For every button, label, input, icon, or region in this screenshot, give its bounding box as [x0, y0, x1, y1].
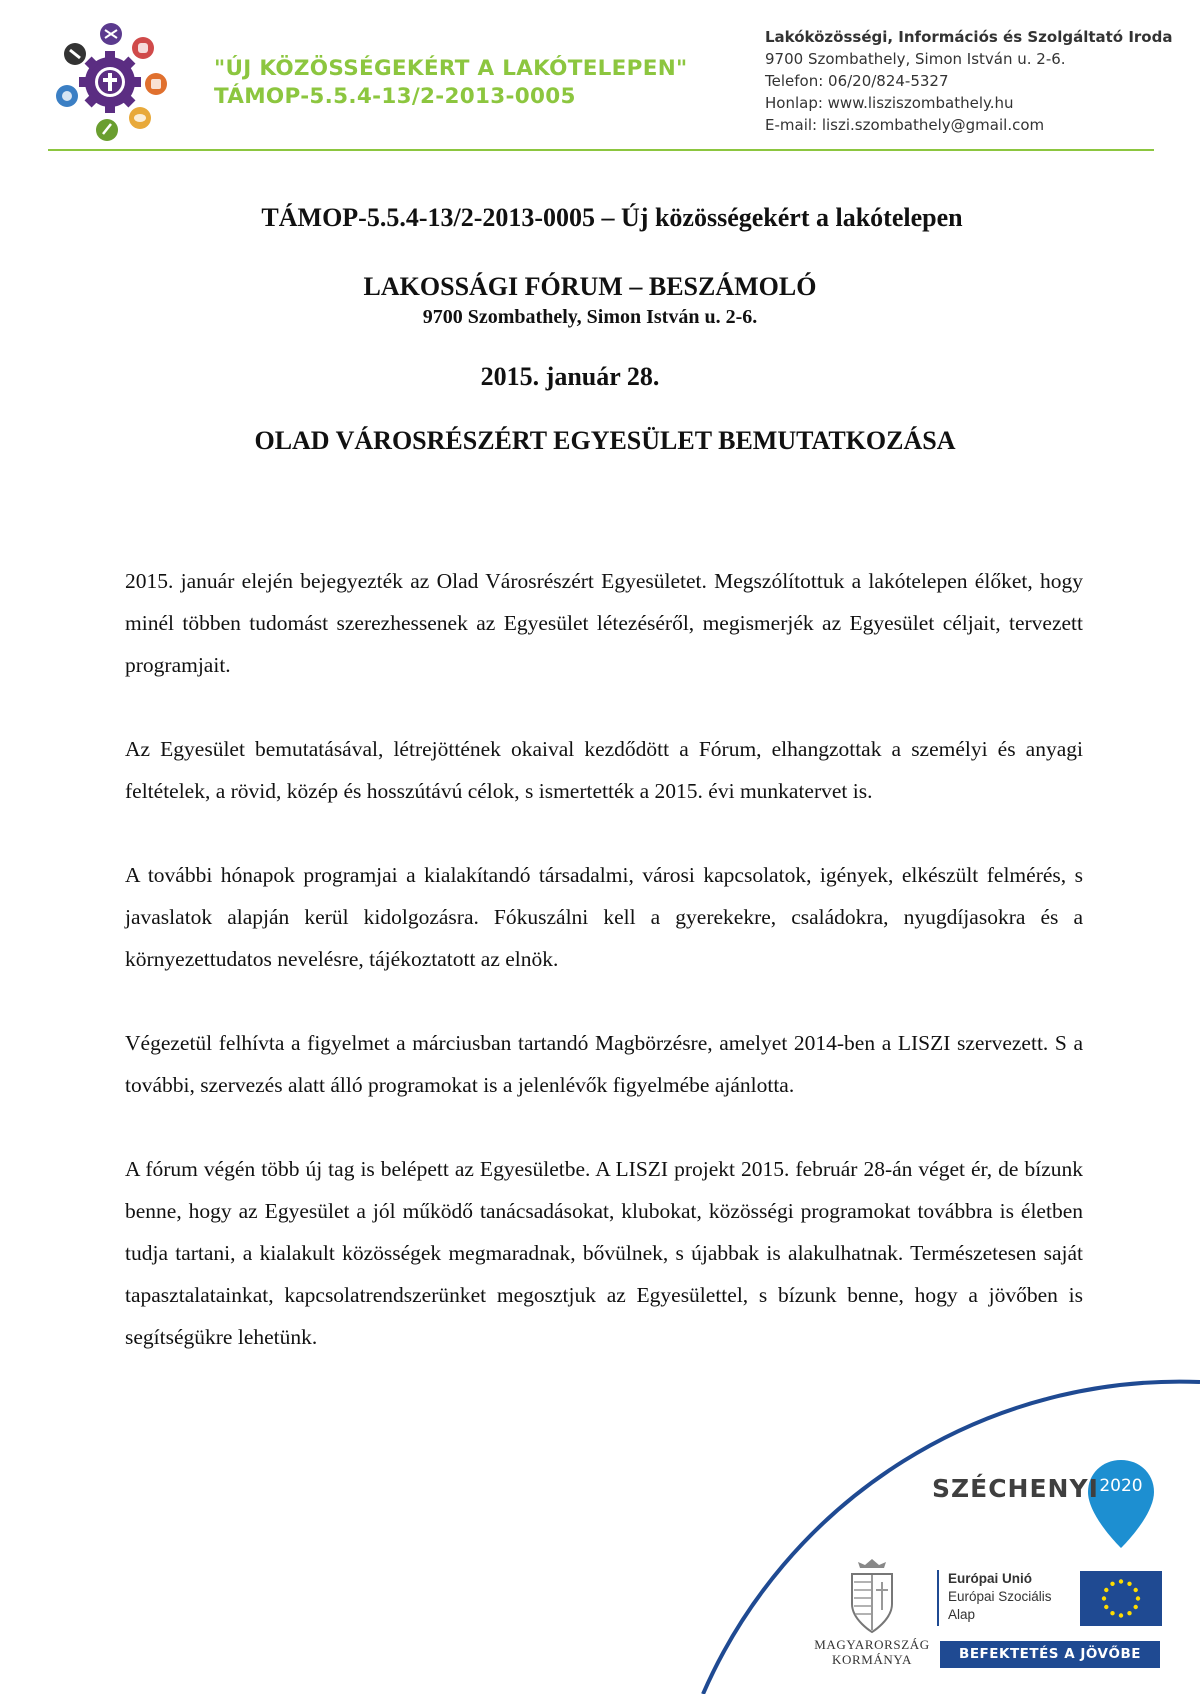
paragraph: A fórum végén több új tag is belépett az Egyesületbe. A LISZI projekt 2015. február 28-án véget ér, de bízunk benne, hogy az Egyesület a jól működő tanácsadásokat, klubokat, közösségi programokat továbbra is életben tudja tartani, a kialakult közösségek megmaradnak, bővülnek, s újabbak is alakulhatnak. Természetesen saját tapasztalatainkat, kapcsolatrendszerünket megosztjuk az Egyesülettel, s bízunk benne, hogy a jövőben is segítségükre lehetünk.: [125, 1157, 1083, 1349]
szechenyi-label: SZÉCHENYI: [932, 1474, 1099, 1503]
eu-star: [1119, 1613, 1123, 1617]
paragraph: 2015. január elején bejegyezték az Olad Városrészért Egyesületet. Megszólítottuk a lakótelepen élőket, hogy minél többen tudomást szerezhessenek az Egyesület létezéséről, megismerjék az Egyesület céljait, tervezett programjait.: [125, 569, 1083, 677]
eu-line1: Európai Unió: [948, 1571, 1032, 1586]
government-line1: MAGYARORSZÁG: [814, 1637, 930, 1652]
project-title-line1: "ÚJ KÖZÖSSÉGEKÉRT A LAKÓTELEPEN": [214, 56, 688, 81]
paragraph: A további hónapok programjai a kialakítandó társadalmi, városi kapcsolatok, igények, elkészült felmérés, s javaslatok alapján kerül kidolgozásra. Fókuszálni kell a gyerekekre, családokra, nyugdíjasokra és a környezettudatos nevelésre, tájékoztatott az elnök.: [125, 863, 1083, 971]
eu-line2: Európai Szociális: [948, 1589, 1052, 1604]
eu-separator: [937, 1570, 939, 1626]
header-divider: [48, 149, 1154, 151]
eu-star: [1104, 1605, 1108, 1609]
eu-star: [1102, 1596, 1106, 1600]
document-address: 9700 Szombathely, Simon István u. 2-6.: [422, 306, 758, 328]
eu-star: [1136, 1596, 1140, 1600]
eu-star: [1134, 1605, 1138, 1609]
section-heading: OLAD VÁROSRÉSZÉRT EGYESÜLET BEMUTATKOZÁSA: [254, 426, 956, 455]
eu-star: [1127, 1611, 1131, 1615]
office-phone: Telefon: 06/20/824-5327: [765, 72, 949, 90]
office-name: Lakóközösségi, Információs és Szolgáltató Iroda: [765, 28, 1173, 46]
eu-star: [1110, 1611, 1114, 1615]
community-wheel-logo-icon: [50, 20, 180, 142]
paragraph: Végezetül felhívta a figyelmet a márciusban tartandó Magbörzésre, amelyet 2014-ben a LISZI szervezett. S a további, szervezés alatt álló programokat is a jelenlévők figyelmébe ajánlotta.: [125, 1031, 1083, 1097]
office-address: 9700 Szombathely, Simon István u. 2-6.: [765, 50, 1066, 68]
office-email: E-mail: liszi.szombathely@gmail.com: [765, 116, 1045, 134]
eu-star: [1104, 1588, 1108, 1592]
project-title-line2: TÁMOP-5.5.4-13/2-2013-0005: [214, 84, 576, 109]
office-contact-block: [765, 26, 1172, 136]
project-title: [214, 55, 688, 111]
government-line2: KORMÁNYA: [832, 1652, 912, 1667]
eu-flag-icon: [1080, 1571, 1162, 1626]
eu-star: [1127, 1582, 1131, 1586]
document-project-title: TÁMOP-5.5.4-13/2-2013-0005 – Új közösségekért a lakótelepen: [261, 203, 963, 232]
invest-in-future-banner: BEFEKTETÉS A JÖVŐBE: [940, 1641, 1160, 1668]
report-body: [125, 560, 1083, 1400]
document-date: 2015. január 28.: [480, 362, 660, 391]
paragraph: Az Egyesület bemutatásával, létrejöttének okaival kezdődött a Fórum, elhangzottak a személyi és anyagi feltételek, a rövid, közép és hosszútávú célok, s ismertették a 2015. évi munkatervet is.: [125, 737, 1083, 803]
document-forum-title: LAKOSSÁGI FÓRUM – BESZÁMOLÓ: [363, 272, 817, 301]
szechenyi-pin-icon: [1086, 1458, 1156, 1550]
government-label: [810, 1637, 934, 1667]
eu-star: [1134, 1588, 1138, 1592]
eu-label: [948, 1570, 1052, 1624]
eu-star: [1119, 1579, 1123, 1583]
eu-line3: Alap: [948, 1607, 976, 1622]
hungarian-coat-of-arms-icon: [846, 1558, 898, 1638]
office-website: Honlap: www.lisziszombathely.hu: [765, 94, 1014, 112]
szechenyi-year: 2020: [1099, 1476, 1143, 1496]
eu-star: [1110, 1582, 1114, 1586]
